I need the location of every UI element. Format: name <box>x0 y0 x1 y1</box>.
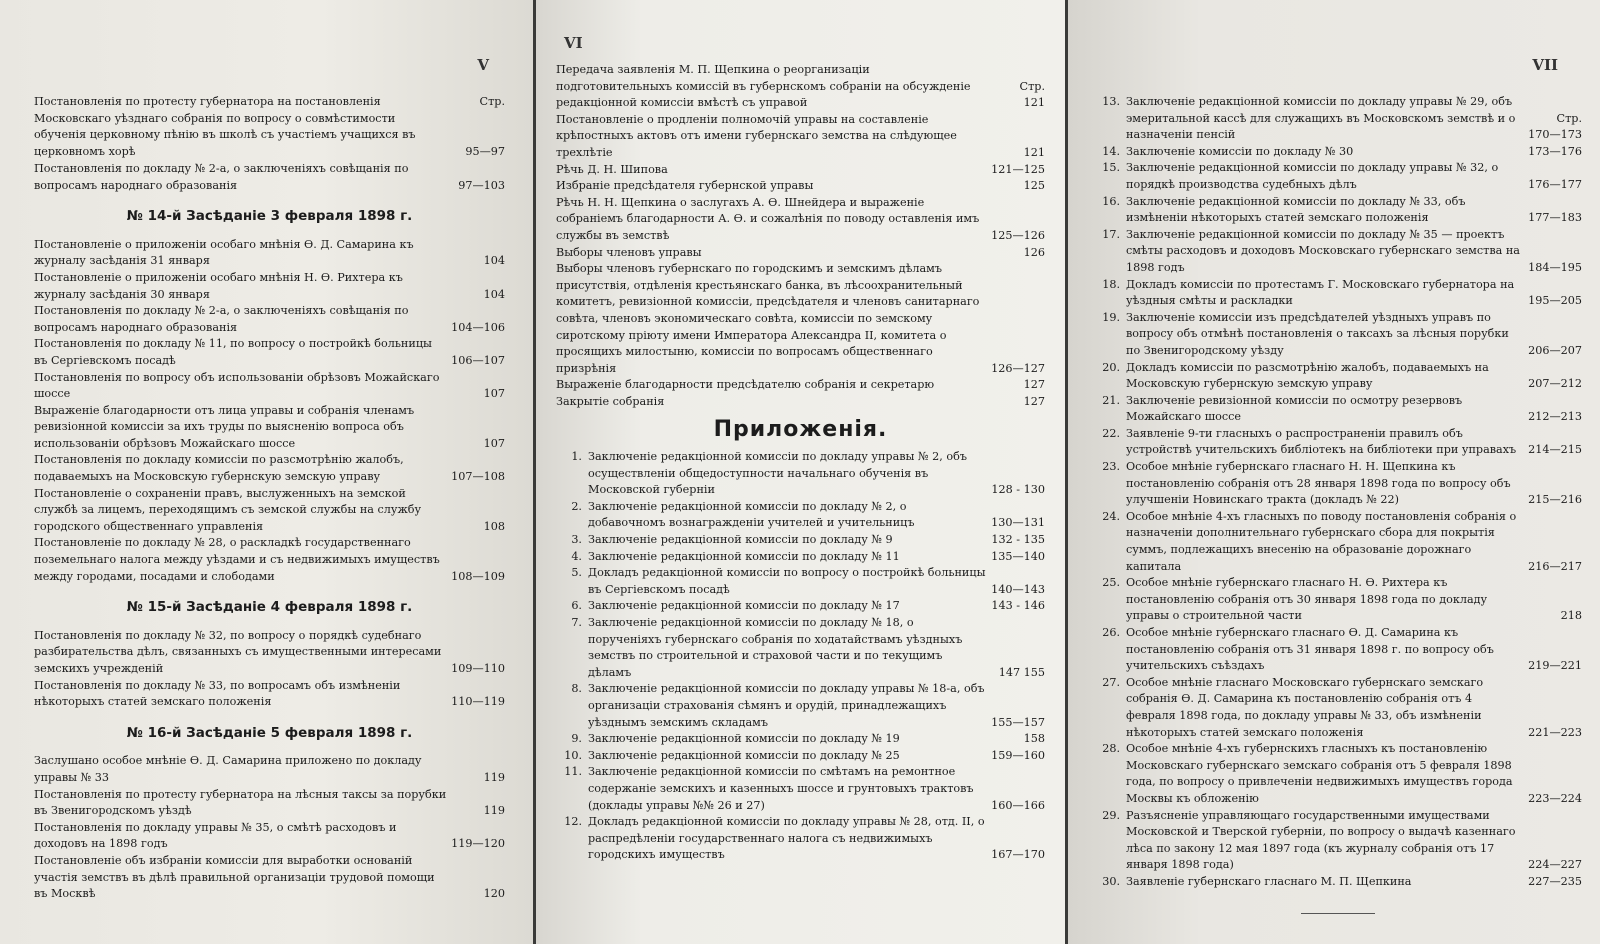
entry-text: Выборы членовъ губернскаго по городскимъ и земскимъ дѣламъ присутствія, отдѣленія крестьянскаго банка, въ лѣсоохранительный комитетъ, ревизіонной комиссіи, предсѣдателя и членовъ санитарнаго совѣта, членовъ экономическаго совѣта, комиссіи по земскому сиротскому пріюту имени Императора Александра II, комитета о просящихъ милостыню, комиссіи по вопросамъ общественнаго призрѣнія <box>556 262 980 375</box>
entry-text: Постановленія по докладу комиссіи по разсмотрѣнію жалобъ, подаваемыхъ на Московскую губернскую земскую управу <box>34 453 404 484</box>
entry-page: 155—157 <box>991 715 1045 729</box>
entry-text: Заявленіе 9-ти гласныхъ о распространеніи правилъ объ устройствѣ учительскихъ библіотекъ на библіотеки при управахъ <box>1126 426 1517 457</box>
appendix-entry <box>1094 426 1582 459</box>
toc-entry <box>34 678 505 711</box>
entry-text: Особое мнѣніе губернскаго гласнаго Н. Ѳ. Рихтера къ постановленію собранія отъ 30 января 1898 года по докладу управы о строительной части <box>1126 576 1488 623</box>
entry-text: Постановленія по докладу управы № 35, о смѣтѣ расходовъ и доходовъ на 1898 годъ <box>34 820 397 851</box>
str-label: Стр. <box>479 95 505 108</box>
entry-text: Заключеніе редакціонной комиссіи по докладу управы № 29, объ эмеритальной кассѣ для служащихъ въ Московскомъ земствѣ и о назначеніи пенсій <box>1126 95 1516 142</box>
entry-page: 119 <box>483 804 505 818</box>
entry-page: 132 - 135 <box>991 533 1045 547</box>
entry-text: Постановленія по протесту губернатора на постановленія Московскаго уѣзднаго собранія по вопросу о совмѣстимости обученія церковному пѣнію въ школѣ съ участіемъ учащихся въ церковномъ хорѣ <box>34 95 416 158</box>
appendix-entry <box>1094 459 1582 509</box>
entry-page: 206—207 <box>1528 343 1582 357</box>
appendix-entry <box>1094 277 1582 310</box>
entry-page: 130—131 <box>991 516 1045 530</box>
appendix-entry <box>556 532 1045 549</box>
entry-page: 218 <box>1560 609 1582 623</box>
entry-page: 224—227 <box>1528 858 1582 872</box>
entry-page: 184—195 <box>1528 260 1582 274</box>
entry-text: Докладъ редакціонной комиссіи по вопросу о постройкѣ больницы въ Сергіевскомъ посадѣ <box>588 566 986 596</box>
entry-number: 15. <box>1102 161 1120 175</box>
entry-page: 160—166 <box>991 798 1045 812</box>
entry-page: 216—217 <box>1528 559 1582 573</box>
toc-entry <box>34 237 505 270</box>
page-vii <box>1068 0 1600 944</box>
entry-text: Постановленіе по докладу № 28, о раскладкѣ государственнаго поземельнаго налога между уѣздами и съ недвижимыхъ имуществъ между городами, посадами и слободами <box>34 536 440 583</box>
page-vi <box>536 0 1065 944</box>
entry-page: 107 <box>483 436 505 450</box>
entry-page: 104 <box>483 287 505 301</box>
entry-text: Докладъ редакціонной комиссіи по докладу управы № 28, отд. II, о распредѣленіи государственнаго налога съ недвижимыхъ городскихъ имуществъ <box>588 815 985 862</box>
entry-page: 109—110 <box>451 662 505 675</box>
appendix-entry <box>1094 310 1582 360</box>
entry-number: 30. <box>1102 874 1120 888</box>
toc-entry <box>34 161 505 194</box>
appendix-entry <box>556 499 1045 532</box>
toc-entry <box>556 62 1045 112</box>
appendix-entry <box>1094 509 1582 575</box>
entry-page: 97—103 <box>458 178 505 192</box>
entry-text: Постановленіе о сохраненіи правъ, выслуженныхъ на земской службѣ за лицемъ, переходящимъ съ земской службы на службу городского общественнаго управленія <box>34 486 422 533</box>
appendix-entry <box>1094 144 1582 161</box>
appendix-entry <box>1094 874 1582 891</box>
entry-text: Заключеніе редакціонной комиссіи по докладу № 35 — проектъ смѣты расходовъ и доходовъ Московскаго губернскаго земства на 1898 годъ <box>1126 227 1520 274</box>
toc-entry <box>556 162 1045 179</box>
entry-page: 214—215 <box>1528 443 1582 457</box>
appendix-entry <box>1094 675 1582 741</box>
entry-text: Заключеніе редакціонной комиссіи по докладу № 2, о добавочномъ вознагражденіи учителей и учительницъ <box>588 499 915 530</box>
toc-entry <box>34 628 505 678</box>
entry-number: 12. <box>564 815 582 829</box>
entry-page: 107 <box>483 387 505 401</box>
entry-text: Постановленія по докладу № 11, по вопросу о постройкѣ больницы въ Сергіевскомъ посадѣ <box>34 337 432 367</box>
toc-entry <box>556 245 1045 262</box>
appendix-entry <box>556 764 1045 814</box>
entry-text: Заключеніе редакціонной комиссіи по докладу № 18, о порученіяхъ губернскаго собранія по ходатайствамъ уѣздныхъ земствъ по строительной и страховой части и по текущимъ дѣламъ <box>588 616 963 679</box>
entry-text: Заключеніе редакціонной комиссіи по докладу управы № 2, объ осуществленіи общедоступности начальнаго обученія въ Московской губерніи <box>588 450 967 497</box>
entry-page: 104 <box>483 254 505 268</box>
entry-text: Заключеніе редакціонной комиссіи по докладу № 11 <box>588 549 900 563</box>
toc-entry <box>34 270 505 303</box>
entry-page: 195—205 <box>1528 294 1582 308</box>
entry-page: 126 <box>1023 245 1045 259</box>
entry-text: Заключеніе комиссіи по докладу № 30 <box>1126 144 1354 158</box>
entry-page: 207—212 <box>1528 377 1582 391</box>
entry-text: Выраженіе благодарности отъ лица управы и собранія членамъ ревизіонной комиссіи за ихъ труды по выясненію вопроса объ использованіи обрѣзовъ Можайскаго шоссе <box>34 403 415 450</box>
toc-entry <box>34 370 505 403</box>
entry-text: Постановленія по докладу № 32, по вопросу о порядкѣ судебнаго разбирательства дѣлъ, связанныхъ съ имущественными интересами земскихъ учрежденій <box>34 628 442 675</box>
appendix-entry <box>556 731 1045 748</box>
toc-entry <box>34 820 505 853</box>
entry-text: Постановленія по протесту губернатора на лѣсныя таксы за порубки въ Звенигородскомъ уѣздѣ <box>34 787 447 818</box>
entry-text: Постановленіе о продленіи полномочій управы на составленіе крѣпостныхъ актовъ отъ имени губернскаго земства на слѣдующее трехлѣтіе <box>556 112 957 159</box>
appendix-entry <box>1094 94 1582 144</box>
entry-page: 158 <box>1023 732 1045 746</box>
entry-page: 170—173 <box>1528 128 1582 142</box>
entry-text: Постановленія по докладу № 2-а, о заключеніяхъ совѣщанія по вопросамъ народнаго образованія <box>34 304 409 334</box>
appendix-entry <box>1094 625 1582 675</box>
entry-number: 19. <box>1102 310 1120 324</box>
entry-page: 119—120 <box>451 837 505 851</box>
entry-page: 95—97 <box>465 145 505 159</box>
entry-text: Заявленіе губернскаго гласнаго М. П. Щепкина <box>1126 874 1412 888</box>
appendix-entry <box>556 449 1045 499</box>
str-label: Стр. <box>1556 111 1582 125</box>
page-number: VI <box>564 34 583 52</box>
entry-page: 167—170 <box>991 848 1045 862</box>
entry-page: 140—143 <box>991 582 1045 596</box>
entry-page: 120 <box>483 887 505 901</box>
toc-entry <box>34 452 505 485</box>
entry-text: Постановленіе о приложеніи особаго мнѣнія Н. Ѳ. Рихтера къ журналу засѣданія 30 января <box>34 270 403 301</box>
entry-page: 176—177 <box>1528 177 1582 191</box>
entry-text: Заключеніе редакціонной комиссіи по докладу № 33, объ измѣненіи нѣкоторыхъ статей земскаго положенія <box>1126 194 1466 225</box>
entry-page: 147 155 <box>998 665 1045 679</box>
entry-page: 127 <box>1023 378 1045 392</box>
entry-number: 29. <box>1102 808 1120 822</box>
entry-text: Особое мнѣніе 4-хъ гласныхъ по поводу постановленія собранія о назначеніи дополнительнаго губернскаго сбора для покрытія суммъ, подлежащихъ внесенію на образованіе дорожнаго капитала <box>1126 509 1517 573</box>
entry-text: Заключеніе редакціонной комиссіи по докладу № 19 <box>588 732 900 746</box>
entry-number: 27. <box>1102 675 1120 689</box>
entry-number: 11. <box>564 765 582 779</box>
appendix-entry <box>1094 808 1582 874</box>
toc-entry <box>34 787 505 820</box>
appendix-entry <box>1094 575 1582 625</box>
entry-text: Заключеніе комиссіи изъ предсѣдателей уѣздныхъ управъ по вопросу объ отмѣнѣ постановленія о таксахъ за лѣсныя порубки по Звенигородскому уѣзду <box>1126 310 1509 357</box>
entry-text: Заключеніе редакціонной комиссіи по смѣтамъ на ремонтное содержаніе земскихъ и казенныхъ шоссе и грунтовыхъ трактовъ (доклады управы №№ 26 и 27) <box>588 765 974 812</box>
entry-page: 121—125 <box>991 162 1045 176</box>
entry-number: 2. <box>571 499 582 513</box>
appendix-entry <box>1094 160 1582 193</box>
entry-page: 121 <box>1023 145 1045 159</box>
entry-text: Заключеніе редакціонной комиссіи по докладу № 9 <box>588 533 893 547</box>
entry-number: 28. <box>1102 742 1120 756</box>
toc-entry <box>34 94 505 160</box>
entry-page: 110—119 <box>451 695 505 709</box>
entry-number: 26. <box>1102 626 1120 639</box>
entry-page: 173—176 <box>1528 144 1582 158</box>
toc-entry <box>556 195 1045 245</box>
entry-text: Закрытіе собранія <box>556 394 665 408</box>
session-15-heading: № 15-й Засѣданіе 4 февраля 1898 г. <box>126 599 413 616</box>
toc-left <box>34 0 505 903</box>
entry-text: Докладъ комиссіи по разсмотрѣнію жалобъ, подаваемыхъ на Московскую губернскую земскую управу <box>1126 360 1489 391</box>
appendix-entry <box>1094 360 1582 393</box>
entry-text: Особое мнѣніе 4-хъ губернскихъ гласныхъ къ постановленію Московскаго губернскаго земскаго собранія отъ 5 февраля 1898 года, по вопросу о привлеченіи недвижимыхъ имуществъ города Москвы къ обложенію <box>1126 742 1513 805</box>
entry-text: Заключеніе редакціонной комиссіи по докладу № 17 <box>588 599 900 613</box>
entry-page: 108—109 <box>451 569 505 583</box>
str-label: Стр. <box>1019 79 1045 93</box>
entry-number: 18. <box>1102 277 1120 291</box>
appendix-entry <box>1094 393 1582 426</box>
entry-text: Постановленіе объ избраніи комиссіи для выработки основаній участія земствъ въ дѣлѣ правильной организаціи трудовой помощи въ Москвѣ <box>34 853 435 901</box>
entry-number: 24. <box>1102 509 1120 523</box>
entry-page: 221—223 <box>1528 725 1582 739</box>
entry-page: 125 <box>1023 179 1045 193</box>
entry-text: Передача заявленія М. П. Щепкина о реорганизаціи подготовительныхъ комиссій въ губернскомъ собраніи на обсужденіе редакціонной комиссіи вмѣстѣ съ управой <box>556 63 971 110</box>
entry-number: 23. <box>1102 460 1120 474</box>
entry-page: 143 - 146 <box>991 599 1045 613</box>
entry-number: 16. <box>1102 194 1120 208</box>
entry-page: 223—224 <box>1528 791 1582 805</box>
toc-right <box>1094 0 1582 914</box>
appendix-title: Приложенія. <box>713 417 888 443</box>
entry-page: 126—127 <box>991 361 1045 375</box>
appendix-entry <box>556 748 1045 765</box>
entry-page: 119 <box>483 770 505 784</box>
page-v <box>0 0 533 944</box>
entry-page: 104—106 <box>451 320 505 334</box>
toc-entry <box>556 394 1045 411</box>
end-rule <box>1301 913 1375 914</box>
entry-number: 10. <box>564 748 582 762</box>
appendix-entry <box>556 565 1045 598</box>
entry-text: Особое мнѣніе губернскаго гласнаго Ѳ. Д. Самарина къ постановленію собранія отъ 31 января 1898 г. по вопросу объ учительскихъ съѣздахъ <box>1126 626 1494 673</box>
entry-number: 21. <box>1102 393 1120 407</box>
entry-number: 6. <box>571 599 582 613</box>
toc-entry <box>556 261 1045 377</box>
entry-text: Выборы членовъ управы <box>556 245 702 259</box>
entry-page: 107—108 <box>451 470 505 484</box>
entry-text: Рѣчь Д. Н. Шипова <box>556 162 668 176</box>
entry-text: Избраніе предсѣдателя губернской управы <box>556 179 814 193</box>
entry-page: 177—183 <box>1528 211 1582 225</box>
toc-entry <box>34 336 505 369</box>
entry-number: 20. <box>1102 360 1120 374</box>
entry-number: 3. <box>571 533 582 547</box>
entry-page: 121 <box>1023 96 1045 110</box>
entry-text: Докладъ комиссіи по протестамъ Г. Московскаго губернатора на уѣздныя смѣты и раскладки <box>1126 277 1515 308</box>
entry-text: Постановленія по докладу № 33, по вопросамъ объ измѣненіи нѣкоторыхъ статей земскаго положенія <box>34 678 401 709</box>
entry-page: 159—160 <box>991 748 1045 762</box>
entry-page: 215—216 <box>1528 493 1582 507</box>
toc-entry <box>556 112 1045 162</box>
toc-entry <box>34 486 505 536</box>
appendix-entry <box>1094 741 1582 807</box>
entry-number: 17. <box>1102 227 1120 241</box>
entry-number: 9. <box>571 732 582 746</box>
entry-number: 13. <box>1102 95 1120 108</box>
entry-page: 127 <box>1023 394 1045 408</box>
entry-page: 135—140 <box>991 549 1045 563</box>
entry-number: 22. <box>1102 426 1120 440</box>
toc-entry <box>34 403 505 453</box>
entry-page: 227—235 <box>1528 874 1582 888</box>
page-number: V <box>477 56 489 74</box>
entry-text: Разъясненіе управляющаго государственными имуществами Московской и Тверской губерніи, по вопросу о выдачѣ казеннаго лѣса по закону 12 мая 1897 года (къ журналу собранія отъ 17 января 1898 года) <box>1126 808 1516 872</box>
entry-number: 14. <box>1102 144 1120 158</box>
appendix-entry <box>556 615 1045 681</box>
entry-page: 108 <box>483 519 505 533</box>
entry-text: Заключеніе ревизіонной комиссіи по осмотру резервовъ Можайскаго шоссе <box>1126 393 1463 424</box>
appendix-entry <box>556 814 1045 864</box>
toc-entry <box>556 178 1045 195</box>
entry-page: 106—107 <box>451 353 505 367</box>
entry-number: 25. <box>1102 576 1120 590</box>
page-number: VII <box>1532 56 1558 74</box>
toc-entry <box>34 753 505 786</box>
session-16-heading: № 16-й Засѣданіе 5 февраля 1898 г. <box>126 724 413 741</box>
entry-text: Постановленія по вопросу объ использованіи обрѣзовъ Можайскаго шоссе <box>34 370 440 401</box>
session-14-heading: № 14-й Засѣданіе 3 февраля 1898 г. <box>126 208 413 225</box>
entry-text: Выраженіе благодарности предсѣдателю собранія и секретарю <box>556 378 935 392</box>
entry-number: 8. <box>571 682 582 696</box>
toc-entry <box>34 303 505 336</box>
entry-page: 128 - 130 <box>991 483 1045 497</box>
toc-entry <box>556 377 1045 394</box>
entry-text: Особое мнѣніе губернскаго гласнаго Н. Н. Щепкина къ постановленію собранія отъ 28 января 1898 года по вопросу объ улучшеніи Новинскаго тракта (докладъ № 22) <box>1126 460 1511 507</box>
entry-number: 7. <box>571 616 582 629</box>
appendix-entry <box>556 549 1045 566</box>
entry-text: Рѣчь Н. Н. Щепкина о заслугахъ А. Ѳ. Шнейдера и выраженіе собраніемъ благодарности А. Ѳ. и сожалѣнія по поводу оставленія имъ службы въ земствѣ <box>556 195 980 242</box>
toc-entry <box>34 535 505 585</box>
toc-middle <box>556 0 1045 864</box>
entry-text: Заслушано особое мнѣніе Ѳ. Д. Самарина приложено по докладу управы № 33 <box>34 754 422 784</box>
entry-number: 1. <box>571 450 582 464</box>
entry-number: 5. <box>571 566 582 580</box>
entry-text: Заключеніе редакціонной комиссіи по докладу управы № 18-а, объ организаціи страхованія сѣмянъ и орудій, принадлежащихъ уѣзднымъ земскимъ складамъ <box>588 682 985 729</box>
entry-text: Заключеніе редакціонной комиссіи по докладу управы № 32, о порядкѣ производства судебныхъ дѣлъ <box>1126 161 1499 191</box>
entry-text: Заключеніе редакціонной комиссіи по докладу № 25 <box>588 748 900 762</box>
appendix-entry <box>556 681 1045 731</box>
appendix-entry <box>556 598 1045 615</box>
entry-number: 4. <box>571 549 582 563</box>
entry-text: Особое мнѣніе гласнаго Московскаго губернскаго земскаго собранія Ѳ. Д. Самарина къ постановленію собранія отъ 4 февраля 1898 года, по докладу управы № 33, объ измѣненіи нѣкоторыхъ статей земскаго положенія <box>1126 675 1484 739</box>
appendix-entry <box>1094 194 1582 227</box>
entry-text: Постановленіе о приложеніи особаго мнѣнія Ѳ. Д. Самарина къ журналу засѣданія 31 января <box>34 237 414 268</box>
appendix-entry <box>1094 227 1582 277</box>
entry-page: 219—221 <box>1528 659 1582 673</box>
entry-text: Постановленія по докладу № 2-а, о заключеніяхъ совѣщанія по вопросамъ народнаго образованія <box>34 161 409 192</box>
entry-page: 212—213 <box>1528 410 1582 424</box>
entry-page: 125—126 <box>991 228 1045 242</box>
toc-entry <box>34 853 505 903</box>
